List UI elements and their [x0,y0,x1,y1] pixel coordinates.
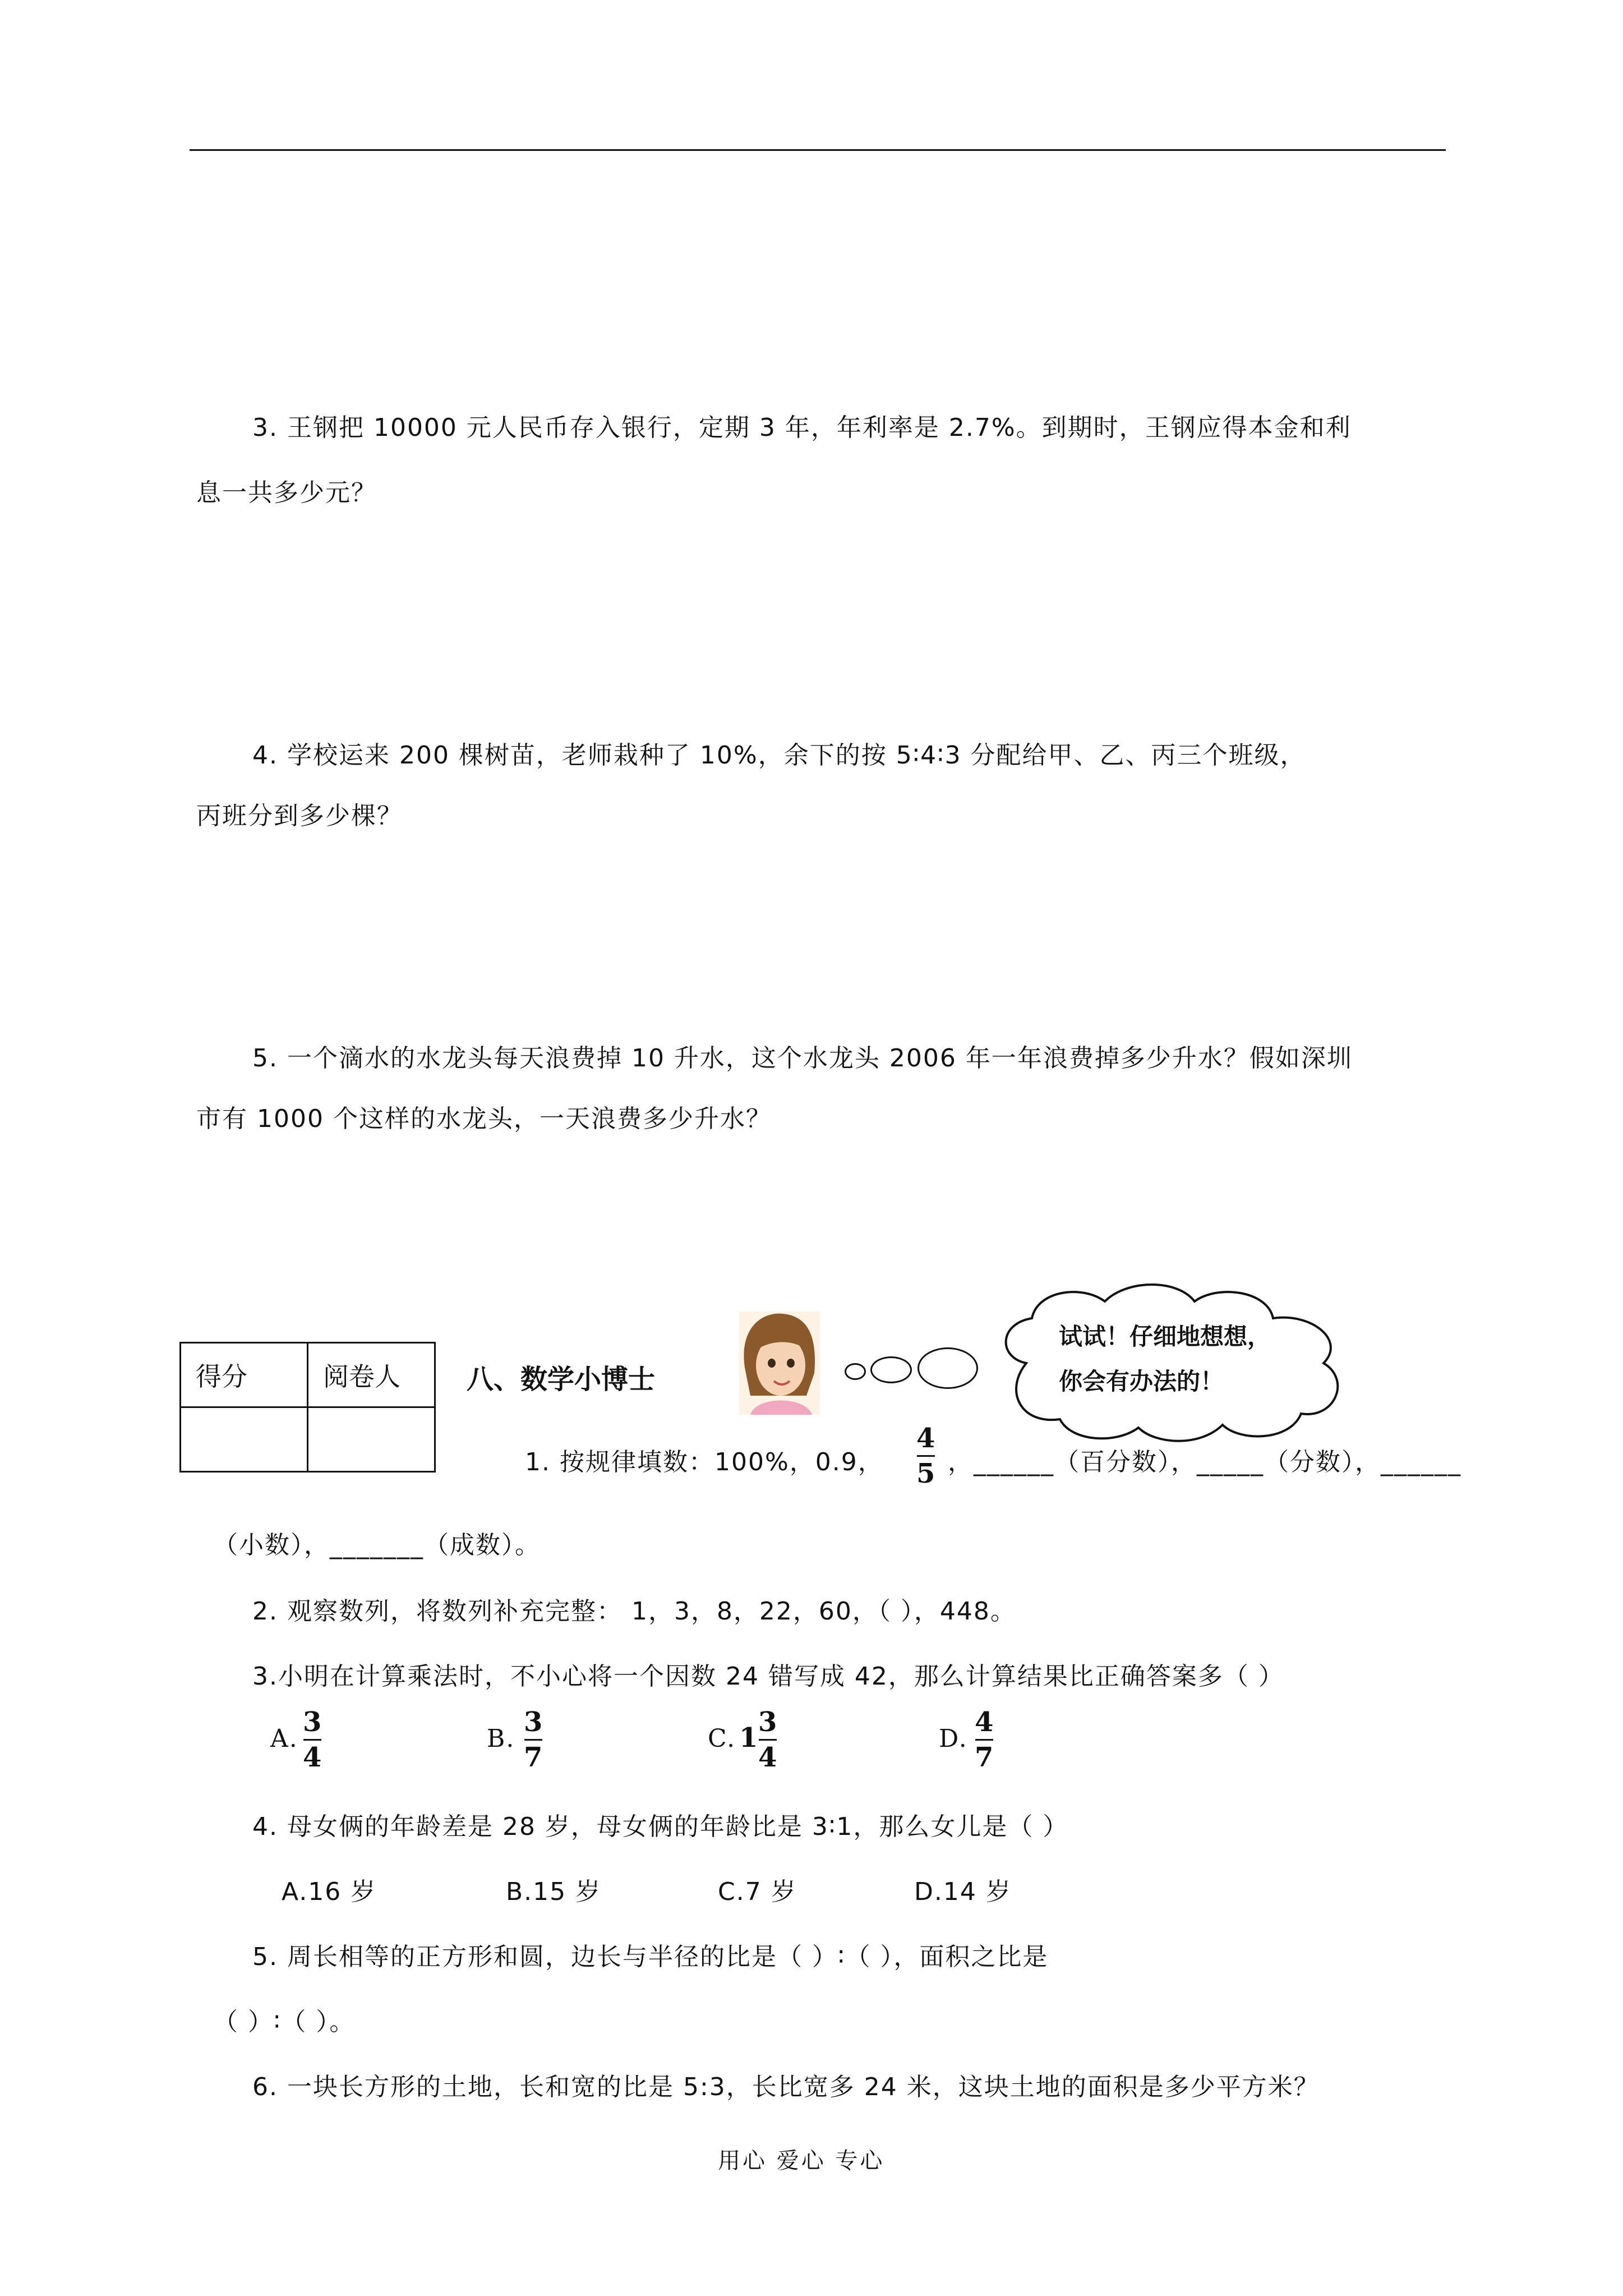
p4-option-c: C.7 岁 [718,1878,797,1906]
p4-option-d: D.14 岁 [914,1878,1012,1906]
p3-option-a-label: A. [270,1724,298,1753]
p3-option-a-fraction [303,1706,322,1773]
cloud-line1: 试试！仔细地想想， [1059,1323,1271,1350]
page-footer: 用心 爱心 专心 [718,2148,885,2174]
p3-option-b-label: B. [487,1724,515,1753]
p1-frac-den: 5 [916,1458,935,1489]
p3-option-d-num: 4 [975,1706,994,1738]
p3-option-d-label: D. [939,1724,968,1753]
p1-fraction [916,1425,935,1487]
p3-option-a-den: 4 [303,1742,322,1773]
q3-line1: 3. 王钢把 10000 元人民币存入银行，定期 3 年，年利率是 2.7%。到期时，王钢应得本金和利 [252,413,1352,442]
p3-option-b-fraction [524,1706,543,1773]
p1-suffix: ，______（百分数），_____（分数），______ [948,1448,1461,1476]
score-label: 得分 [181,1343,308,1407]
q5-line1: 5. 一个滴水的水龙头每天浪费掉 10 升水，这个水龙头 2006 年一年浪费掉多少升水？假如深圳 [252,1044,1353,1073]
p3-text: 3.小明在计算乘法时，不小心将一个因数 24 错写成 42，那么计算结果比正确答案多（ ） [252,1662,1284,1691]
p3-option-c-whole: 1 [739,1722,758,1754]
q3-line2: 息一共多少元？ [196,478,377,507]
p5-line1: 5. 周长相等的正方形和圆，边长与半径的比是（ ）∶（ ），面积之比是 [252,1943,1049,1971]
header-rule [190,149,1446,151]
p3-option-b-num: 3 [524,1706,543,1738]
p5-line2: （ ）∶（ ）。 [213,2008,356,2036]
p1-line2: （小数），_______（成数）。 [213,1531,541,1559]
section-title: 八、数学小博士 [467,1364,656,1395]
q5-line2: 市有 1000 个这样的水龙头，一天浪费多少升水？ [196,1105,772,1133]
score-table [179,1342,436,1473]
p1-prefix: 1. 按规律填数：100%，0.9， [525,1448,884,1476]
score-cell [181,1407,308,1472]
grader-cell [308,1407,435,1472]
p4-option-b: B.15 岁 [506,1878,602,1906]
p4-option-a: A.16 岁 [282,1878,377,1906]
p3-option-a-num: 3 [303,1706,322,1738]
thought-bubble-small [845,1363,866,1380]
p4-text: 4. 母女俩的年龄差是 28 岁，母女俩的年龄比是 3∶1，那么女儿是（ ） [252,1812,1069,1841]
grader-label: 阅卷人 [308,1343,435,1407]
p2-text: 2. 观察数列，将数列补充完整： 1，3，8，22，60，（ ），448。 [252,1597,1016,1626]
p6-text: 6. 一块长方形的土地，长和宽的比是 5:3，长比宽多 24 米，这块土地的面积是多少平方米？ [252,2073,1320,2101]
p3-option-c-fraction [758,1706,777,1773]
p3-option-d-fraction [975,1706,994,1773]
p3-option-c-den: 4 [758,1742,777,1773]
p3-option-d-den: 7 [975,1742,994,1773]
girl-portrait-icon [739,1312,820,1415]
q4-line2: 丙班分到多少棵？ [196,802,403,830]
p3-option-c-label: C. [708,1724,736,1753]
p3-option-b-den: 7 [524,1742,543,1773]
p3-option-c-num: 3 [758,1706,777,1738]
p1-frac-num: 4 [916,1423,935,1454]
q4-line1: 4. 学校运来 200 棵树苗，老师栽种了 10%，余下的按 5∶4∶3 分配给甲、乙、丙三个班级， [252,741,1306,770]
thought-bubble-medium [870,1356,912,1383]
thought-bubble-large [917,1347,978,1389]
cloud-line2: 你会有办法的！ [1059,1368,1224,1395]
